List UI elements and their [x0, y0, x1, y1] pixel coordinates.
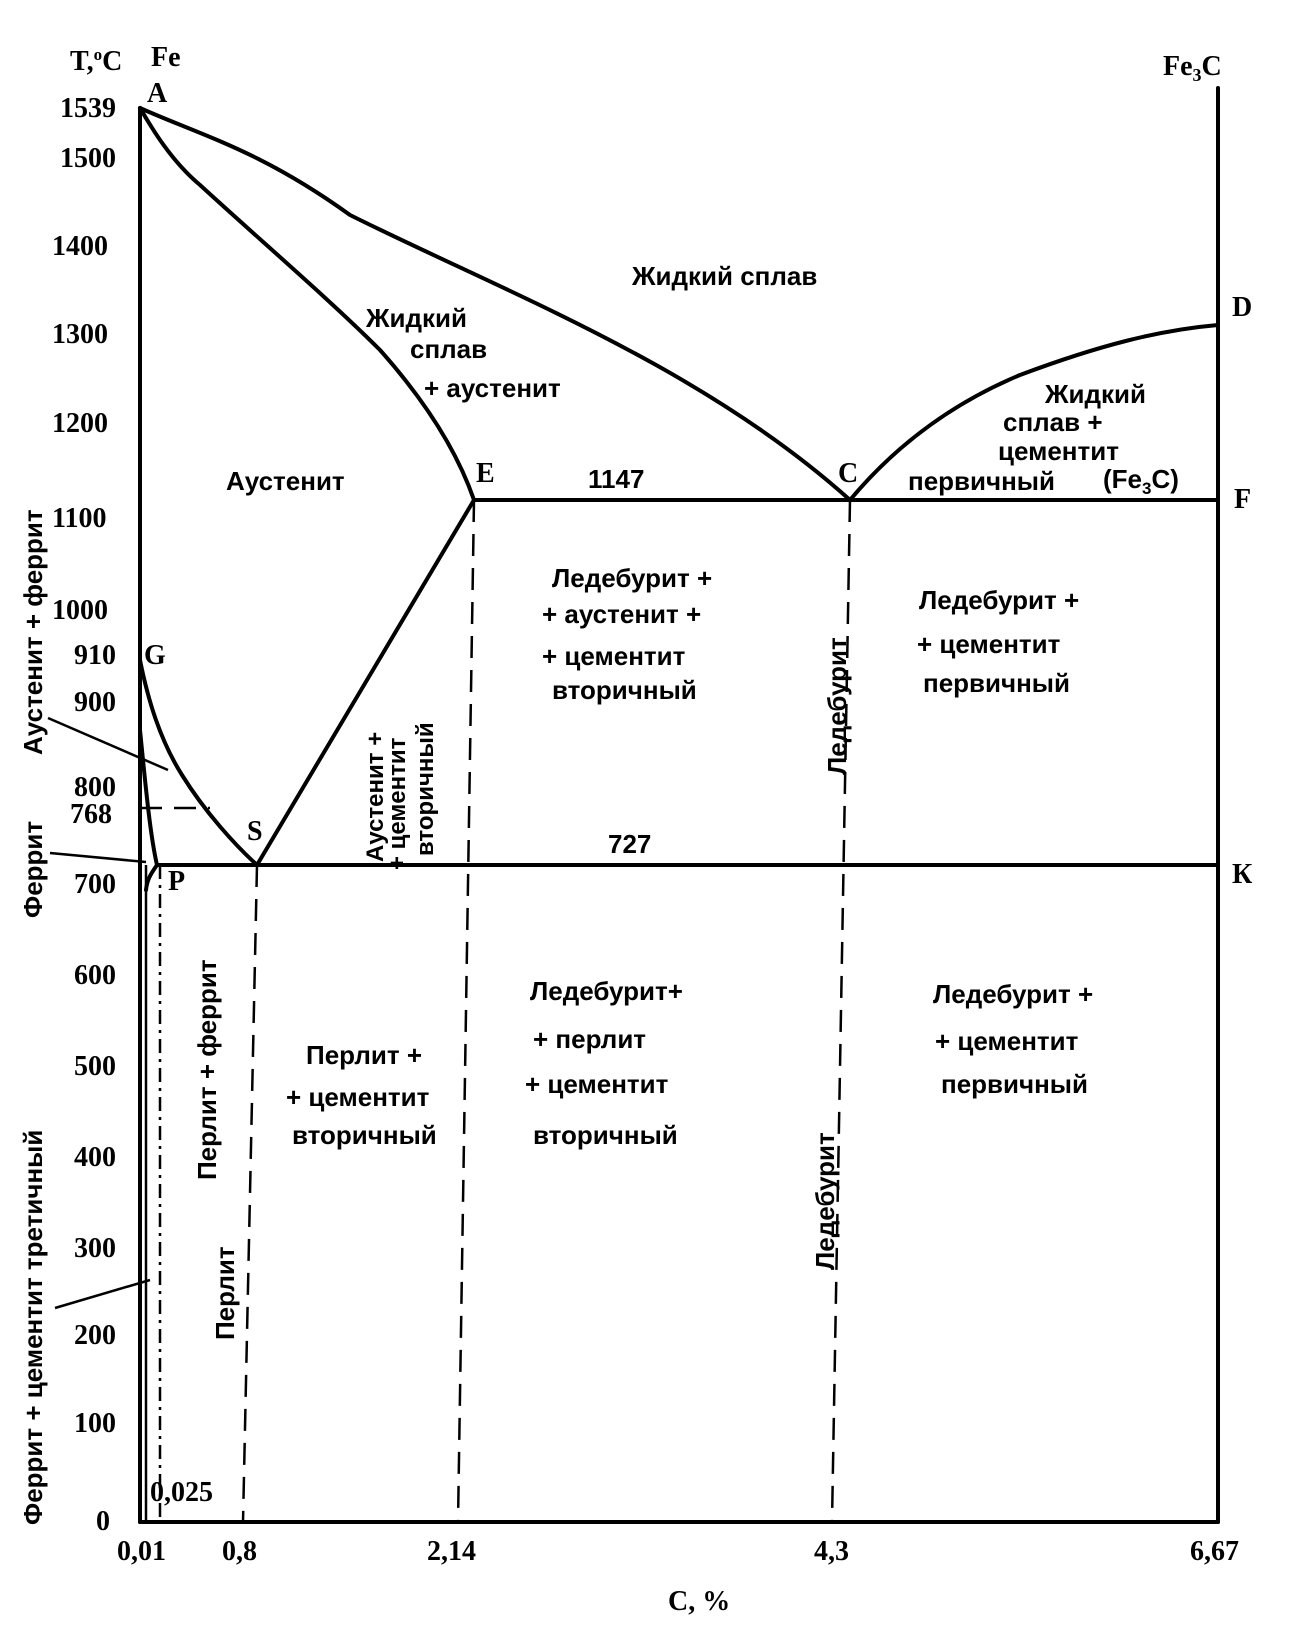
ytick-900: 900: [74, 687, 116, 718]
ytick-400: 400: [74, 1142, 116, 1173]
region-liquid: Жидкий сплав: [632, 261, 818, 291]
point-C: C: [838, 458, 859, 489]
ytick-200: 200: [74, 1320, 116, 1351]
region-perlite: Перлит: [210, 1246, 240, 1340]
point-A: A: [147, 78, 168, 109]
solvus-PQ: [146, 865, 157, 890]
point-D: D: [1232, 292, 1253, 323]
ytick-800: 800: [74, 772, 116, 803]
liquidus-AC: [140, 108, 850, 500]
fe3c-paren-label: $(Fe_3C)$: [1103, 464, 1179, 498]
region-ledeburite-cementite-lower: Ледебурит + + цементит первичный: [933, 979, 1094, 1099]
temp-727: 727: [608, 829, 652, 859]
point-G: G: [144, 640, 166, 671]
ytick-1400: 1400: [52, 231, 108, 262]
region-austenite: Аустенит: [226, 466, 345, 496]
ytick-700: 700: [74, 869, 116, 900]
ytick-1539: 1539: [60, 93, 116, 124]
ytick-910: 910: [74, 640, 116, 671]
ytick-100: 100: [74, 1408, 116, 1439]
leader-austenite-ferrite: [48, 718, 168, 770]
y-axis-title: T,$^o$C: [70, 45, 123, 77]
ytick-300: 300: [74, 1233, 116, 1264]
region-liquid-austenite: Жидкий сплав + аустенит: [366, 303, 561, 403]
region-ledeburite-upper: Ледебурит: [822, 637, 852, 775]
ytick-1200: 1200: [52, 408, 108, 439]
line-GS: [140, 660, 257, 865]
region-austenite-cementite: Аустенит + + цементит вторичный: [362, 722, 439, 870]
ytick-1300: 1300: [52, 319, 108, 350]
xtick-4.3: 4,3: [814, 1536, 849, 1567]
label-fe: Fe: [151, 42, 181, 73]
point-S: S: [247, 816, 263, 847]
region-ferrite: Феррит: [18, 820, 48, 918]
point-P: P: [168, 866, 186, 897]
label-fe3c: $Fe_3C$: [1163, 51, 1222, 85]
point-F: F: [1234, 484, 1252, 515]
region-austenite-ferrite: Аустенит + феррит: [18, 509, 48, 755]
region-liquid-cementite: Жидкий сплав + цементит первичный: [908, 379, 1146, 496]
xlabel-0.025: 0,025: [150, 1477, 213, 1508]
region-perlite-cementite: Перлит + + цементит вторичный: [286, 1040, 437, 1150]
xtick-0.8: 0,8: [222, 1536, 257, 1567]
xtick-6.67: 6,67: [1190, 1536, 1239, 1567]
region-ledeburite-lower: Ледебурит: [810, 1132, 840, 1270]
region-perlite-ferrite: Перлит + феррит: [192, 959, 222, 1180]
ytick-1500: 1500: [60, 143, 116, 174]
leader-ferrite: [50, 853, 146, 862]
point-E: E: [476, 458, 495, 489]
ytick-768: 768: [70, 799, 112, 830]
region-ferrite-cementite-tertiary: Феррит + цементит третичный: [18, 1129, 48, 1525]
region-ledeburite-austenite-cementite: Ледебурит + + аустенит + + цементит вторичный: [542, 563, 713, 705]
ytick-500: 500: [74, 1051, 116, 1082]
dashed-0.8: [243, 865, 257, 1522]
ytick-0: 0: [96, 1506, 110, 1537]
ytick-600: 600: [74, 960, 116, 991]
ytick-1100: 1100: [52, 503, 107, 534]
leader-ferrite-cementite: [55, 1280, 150, 1308]
dashed-2.14: [458, 500, 474, 1522]
xtick-0.01: 0,01: [117, 1536, 166, 1567]
x-axis-title: C, %: [668, 1586, 731, 1617]
line-GP: [140, 730, 157, 865]
point-K: К: [1232, 859, 1253, 890]
region-ledeburite-cementite-upper: Ледебурит + + цементит первичный: [917, 585, 1080, 698]
ytick-1000: 1000: [52, 595, 108, 626]
temp-1147: 1147: [588, 464, 645, 494]
xtick-2.14: 2,14: [427, 1536, 476, 1567]
region-ledeburite-perlite-cementite: Ледебурит+ + перлит + цементит вторичный: [525, 976, 683, 1150]
